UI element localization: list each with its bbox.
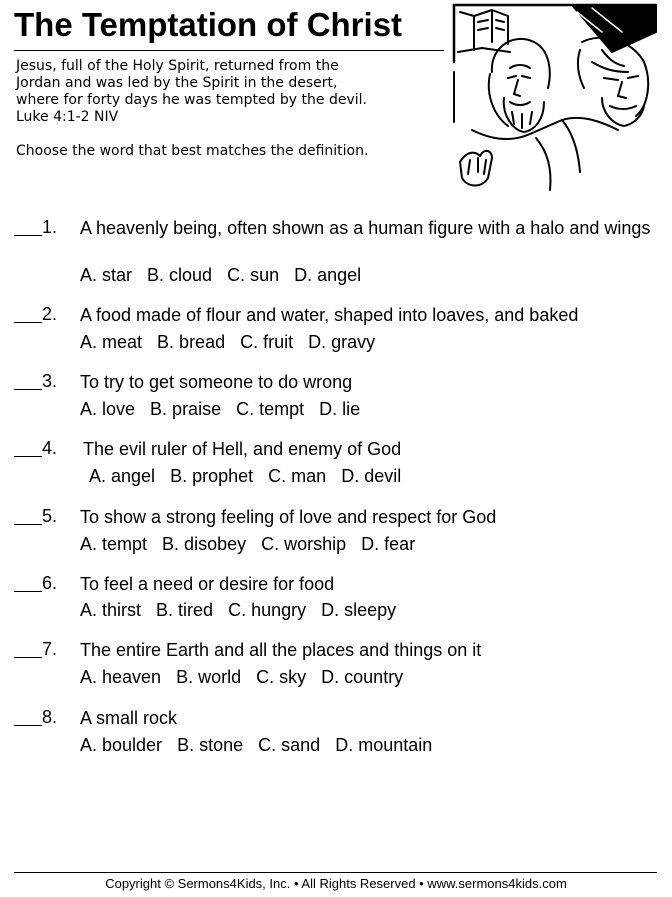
question-text: To try to get someone to do wrong [80,372,353,392]
question-text: A food made of flour and water, shaped into loaves, and baked [80,305,579,325]
question-number: 2. [42,304,58,324]
option: C. sand [258,735,321,755]
option: D. lie [319,399,361,419]
option: B. bread [157,332,226,352]
question-number: 1. [42,217,58,237]
option: B. disobey [162,534,247,554]
question-number: 7. [42,639,58,659]
page-title: The Temptation of Christ [14,6,403,43]
answer-blank[interactable] [14,235,42,236]
question-number: 4. [42,438,58,458]
answer-options [80,599,406,621]
instructions: Choose the word that best matches the definition. [16,143,369,159]
option: A. thirst [80,600,142,620]
option: A. star [80,265,133,285]
option: C. hungry [228,600,307,620]
answer-blank[interactable] [14,456,42,457]
option: C. sun [227,265,280,285]
verse-line: where for forty days he was tempted by the devil. [16,92,367,108]
question-text: To feel a need or desire for food [80,574,335,594]
question-number: 3. [42,371,58,391]
answer-blank[interactable] [14,725,42,726]
question-text: A small rock [80,708,178,728]
option: A. tempt [80,534,148,554]
option: D. angel [294,265,362,285]
answer-blank[interactable] [14,389,42,390]
answer-blank[interactable] [14,524,42,525]
footer-divider [14,872,657,873]
verse-reference: Luke 4:1-2 NIV [16,109,119,125]
option: D. fear [361,534,416,554]
question-number: 8. [42,707,58,727]
option: C. worship [261,534,347,554]
answer-options [89,465,411,487]
option: D. mountain [335,735,433,755]
option: B. stone [177,735,244,755]
option: D. gravy [308,332,376,352]
answer-options [80,264,371,286]
scripture-verse [16,58,446,126]
option: B. tired [156,600,214,620]
answer-blank[interactable] [14,591,42,592]
answer-options [80,533,425,555]
question-number: 5. [42,506,58,526]
question-text: The entire Earth and all the places and things on it [80,640,482,660]
answer-blank[interactable] [14,322,42,323]
answer-options [80,734,442,756]
copyright-footer: Copyright © Sermons4Kids, Inc. • All Rights Reserved • www.sermons4kids.com [105,876,567,891]
answer-options [80,666,413,688]
option: B. prophet [170,466,254,486]
answer-options [80,331,385,353]
verse-line: Jesus, full of the Holy Spirit, returned from the [16,58,339,74]
option: D. sleepy [321,600,397,620]
verse-line: Jordan and was led by the Spirit in the desert, [16,75,338,91]
jesus-and-devil-illustration-icon [452,2,658,192]
option: B. cloud [147,265,213,285]
option: B. world [176,667,242,687]
option: A. angel [89,466,156,486]
option: D. country [321,667,404,687]
option: C. tempt [236,399,305,419]
option: C. fruit [240,332,294,352]
option: A. heaven [80,667,162,687]
option: A. love [80,399,136,419]
option: A. boulder [80,735,163,755]
option: D. devil [341,466,402,486]
option: A. meat [80,332,143,352]
option: C. man [268,466,327,486]
option: B. praise [150,399,222,419]
answer-blank[interactable] [14,657,42,658]
question-text: To show a strong feeling of love and respect for God [80,507,497,527]
question-text: The evil ruler of Hell, and enemy of God [83,439,402,459]
question-text: A heavenly being, often shown as a human figure with a halo and wings [80,218,651,238]
option: C. sky [256,667,307,687]
question-number: 6. [42,573,58,593]
answer-options [80,398,370,420]
title-divider [14,50,444,51]
